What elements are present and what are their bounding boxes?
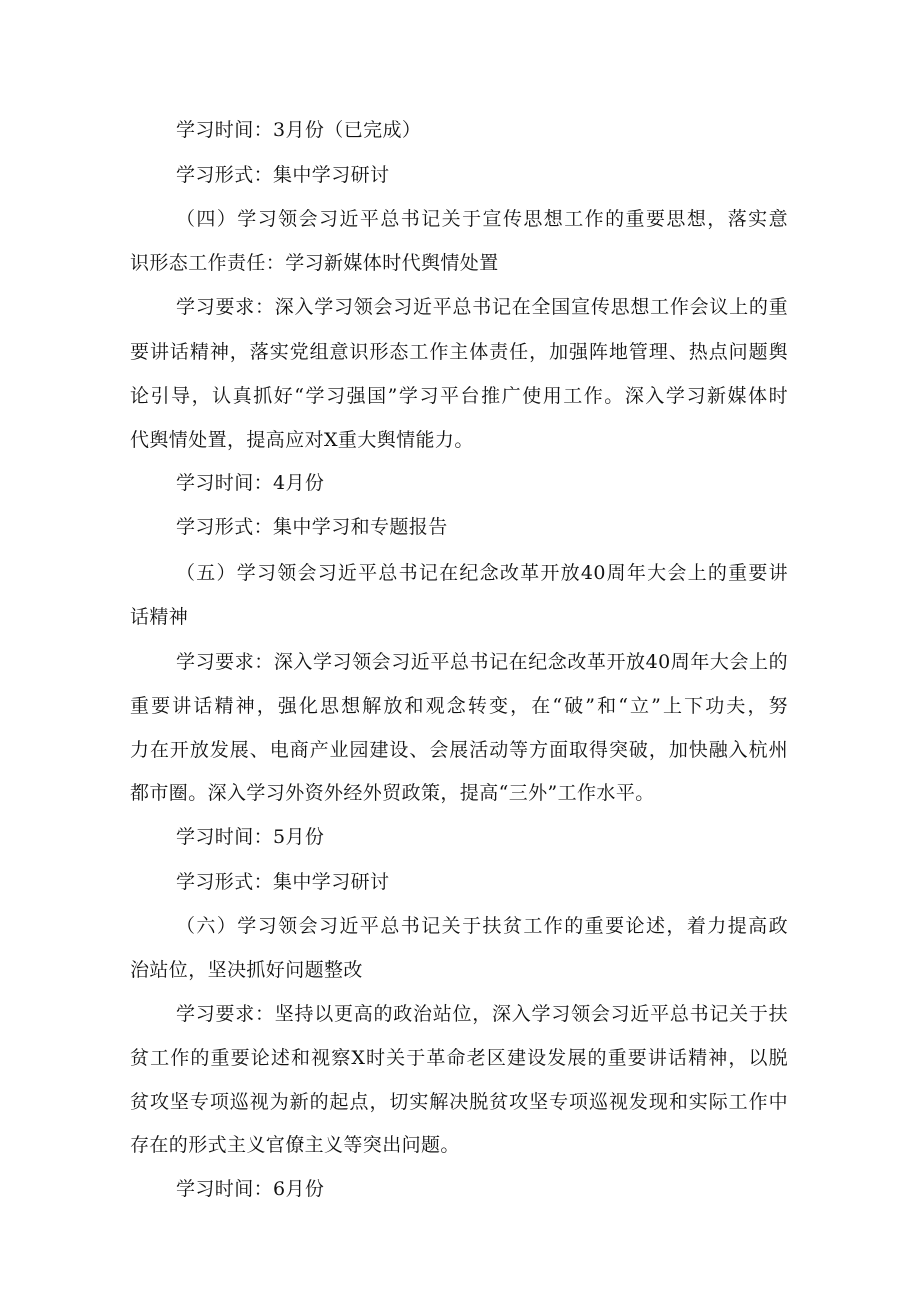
section-4-requirement-line-2: 要讲话精神，落实党组意识形态工作主体责任，加强阵地管理、热点问题舆 bbox=[130, 341, 788, 363]
study-form-discussion: 学习形式：集中学习研讨 bbox=[176, 871, 390, 893]
study-time-april: 学习时间：4月份 bbox=[176, 472, 325, 494]
study-time-june: 学习时间：6月份 bbox=[176, 1178, 325, 1200]
study-form-collective: 学习形式：集中学习研讨 bbox=[176, 164, 390, 186]
section-6-requirement-line-2: 贫工作的重要论述和视察X时关于革命老区建设发展的重要讲话精神，以脱 bbox=[130, 1047, 788, 1069]
section-4-heading-line-1: （四）学习领会习近平总书记关于宣传思想工作的重要思想，落实意 bbox=[176, 208, 788, 230]
section-6-requirement-line-4: 存在的形式主义官僚主义等突出问题。 bbox=[130, 1134, 460, 1156]
section-4-requirement-line-3: 论引导，认真抓好“学习强国”学习平台推广使用工作。深入学习新媒体时 bbox=[130, 385, 788, 407]
section-6-heading-line-1: （六）学习领会习近平总书记关于扶贫工作的重要论述，着力提高政 bbox=[176, 915, 788, 937]
section-5-requirement-line-4: 都市圈。深入学习外资外经外贸政策，提高“三外”工作水平。 bbox=[130, 782, 655, 804]
study-form-special-report: 学习形式：集中学习和专题报告 bbox=[176, 516, 448, 538]
section-5-requirement-line-2: 重要讲话精神，强化思想解放和观念转变，在“破”和“立”上下功夫，努 bbox=[130, 695, 788, 717]
study-time-may: 学习时间：5月份 bbox=[176, 826, 325, 848]
section-4-requirement-line-1: 学习要求：深入学习领会习近平总书记在全国宣传思想工作会议上的重 bbox=[176, 296, 788, 318]
section-6-requirement-line-1: 学习要求：坚持以更高的政治站位，深入学习领会习近平总书记关于扶 bbox=[176, 1003, 788, 1025]
study-time-march: 学习时间：3月份（已完成） bbox=[176, 119, 422, 141]
section-6-heading-line-2: 治站位，坚决抓好问题整改 bbox=[130, 959, 363, 981]
section-4-heading-line-2: 识形态工作责任：学习新媒体时代舆情处置 bbox=[130, 252, 499, 274]
section-4-requirement-line-4: 代舆情处置，提高应对X重大舆情能力。 bbox=[130, 429, 474, 451]
section-5-requirement-line-1: 学习要求：深入学习领会习近平总书记在纪念改革开放40周年大会上的 bbox=[176, 651, 788, 673]
section-5-requirement-line-3: 力在开放发展、电商产业园建设、会展活动等方面取得突破，加快融入杭州 bbox=[130, 739, 788, 761]
section-5-heading-line-2: 话精神 bbox=[130, 606, 189, 628]
section-5-heading-line-1: （五）学习领会习近平总书记在纪念改革开放40周年大会上的重要讲 bbox=[176, 562, 788, 584]
section-6-requirement-line-3: 贫攻坚专项巡视为新的起点，切实解决脱贫攻坚专项巡视发现和实际工作中 bbox=[130, 1091, 788, 1113]
